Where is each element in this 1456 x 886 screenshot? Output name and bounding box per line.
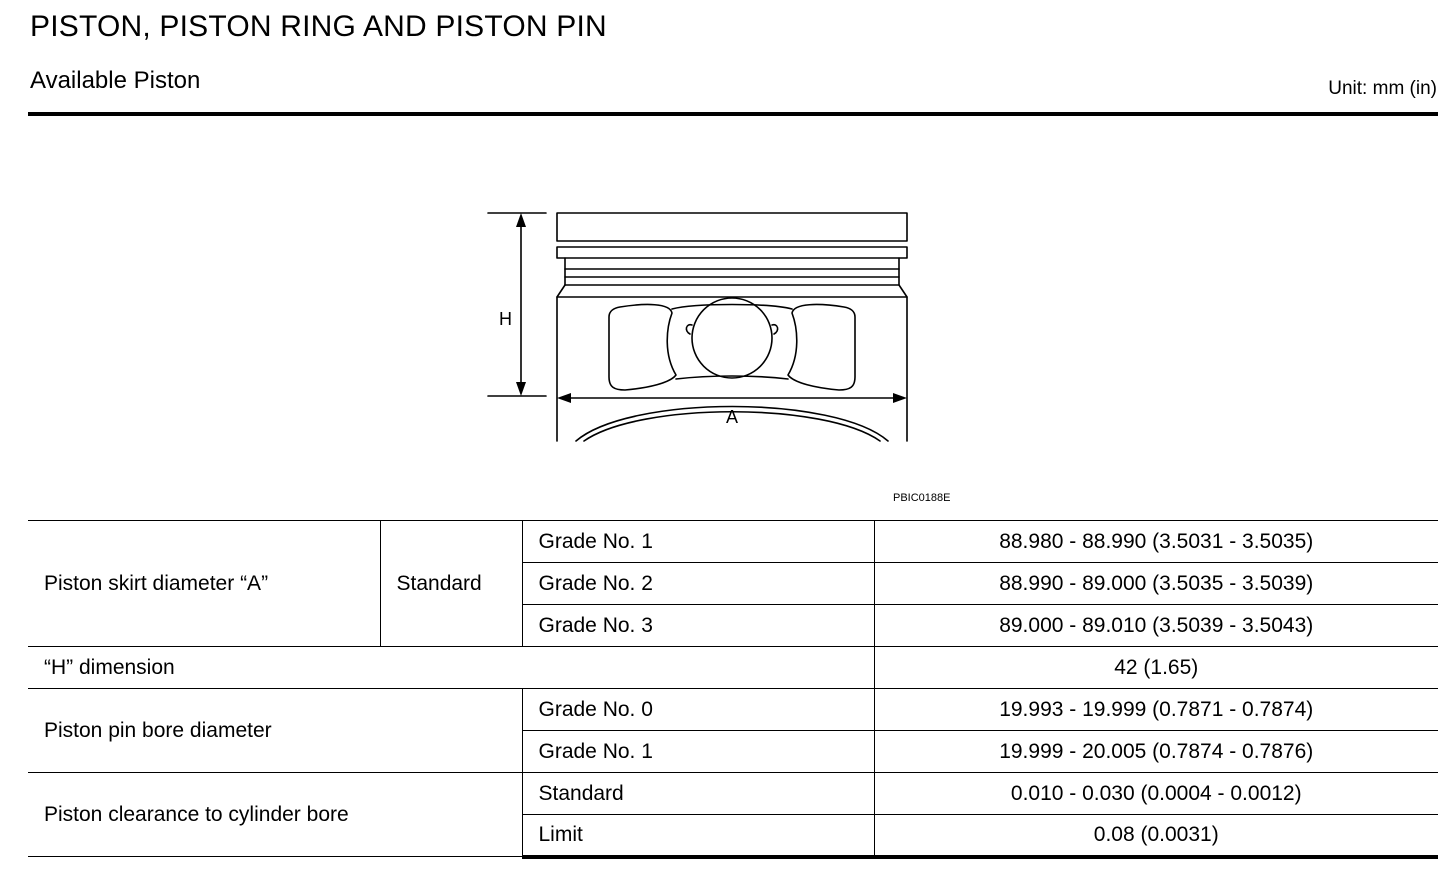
pin-bore-icon <box>692 298 772 378</box>
clearance-label: Piston clearance to cylinder bore <box>28 773 522 857</box>
a-arrow-right <box>893 393 907 403</box>
h-arrow-bottom <box>516 382 526 396</box>
h-label: H <box>499 309 512 329</box>
clearance-limit-label: Limit <box>522 815 874 857</box>
clearance-standard-label: Standard <box>522 773 874 815</box>
skirt-value-2: 88.990 - 89.000 (3.5035 - 3.5039) <box>874 563 1438 605</box>
table-row <box>28 521 1438 563</box>
left-pocket <box>609 305 676 390</box>
piston-spec-table <box>28 520 1438 859</box>
table-row <box>28 647 1438 689</box>
a-label: A <box>726 407 739 427</box>
header-rule <box>28 112 1438 116</box>
page-title: PISTON, PISTON RING AND PISTON PIN <box>30 10 607 43</box>
pin-bore-value-0: 19.993 - 19.999 (0.7871 - 0.7874) <box>874 689 1438 731</box>
skirt-diameter-label: Piston skirt diameter “A” <box>28 521 380 647</box>
h-dimension-label: “H” dimension <box>28 647 874 689</box>
h-dimension-value: 42 (1.65) <box>874 647 1438 689</box>
piston-diagram <box>480 205 920 450</box>
skirt-grade-3: Grade No. 3 <box>522 605 874 647</box>
pin-bore-label: Piston pin bore diameter <box>28 689 522 773</box>
table-row <box>28 689 1438 731</box>
a-arrow-left <box>557 393 571 403</box>
piston-crown <box>557 213 907 241</box>
h-arrow-top <box>516 213 526 227</box>
skirt-grade-2: Grade No. 2 <box>522 563 874 605</box>
skirt-value-3: 89.000 - 89.010 (3.5039 - 3.5043) <box>874 605 1438 647</box>
clearance-standard-value: 0.010 - 0.030 (0.0004 - 0.0012) <box>874 773 1438 815</box>
pin-bore-value-1: 19.999 - 20.005 (0.7874 - 0.7876) <box>874 731 1438 773</box>
clearance-limit-value: 0.08 (0.0031) <box>874 815 1438 857</box>
skirt-standard-label: Standard <box>380 521 522 647</box>
table-row <box>28 773 1438 815</box>
pin-bore-grade-1: Grade No. 1 <box>522 731 874 773</box>
right-pocket <box>788 305 855 390</box>
section-subtitle: Available Piston <box>30 67 201 94</box>
pin-bore-grade-0: Grade No. 0 <box>522 689 874 731</box>
skirt-value-1: 88.980 - 88.990 (3.5031 - 3.5035) <box>874 521 1438 563</box>
unit-label: Unit: mm (in) <box>1328 78 1437 99</box>
skirt-grade-1: Grade No. 1 <box>522 521 874 563</box>
ring-land-1 <box>557 247 907 258</box>
figure-code: PBIC0188E <box>893 492 951 504</box>
